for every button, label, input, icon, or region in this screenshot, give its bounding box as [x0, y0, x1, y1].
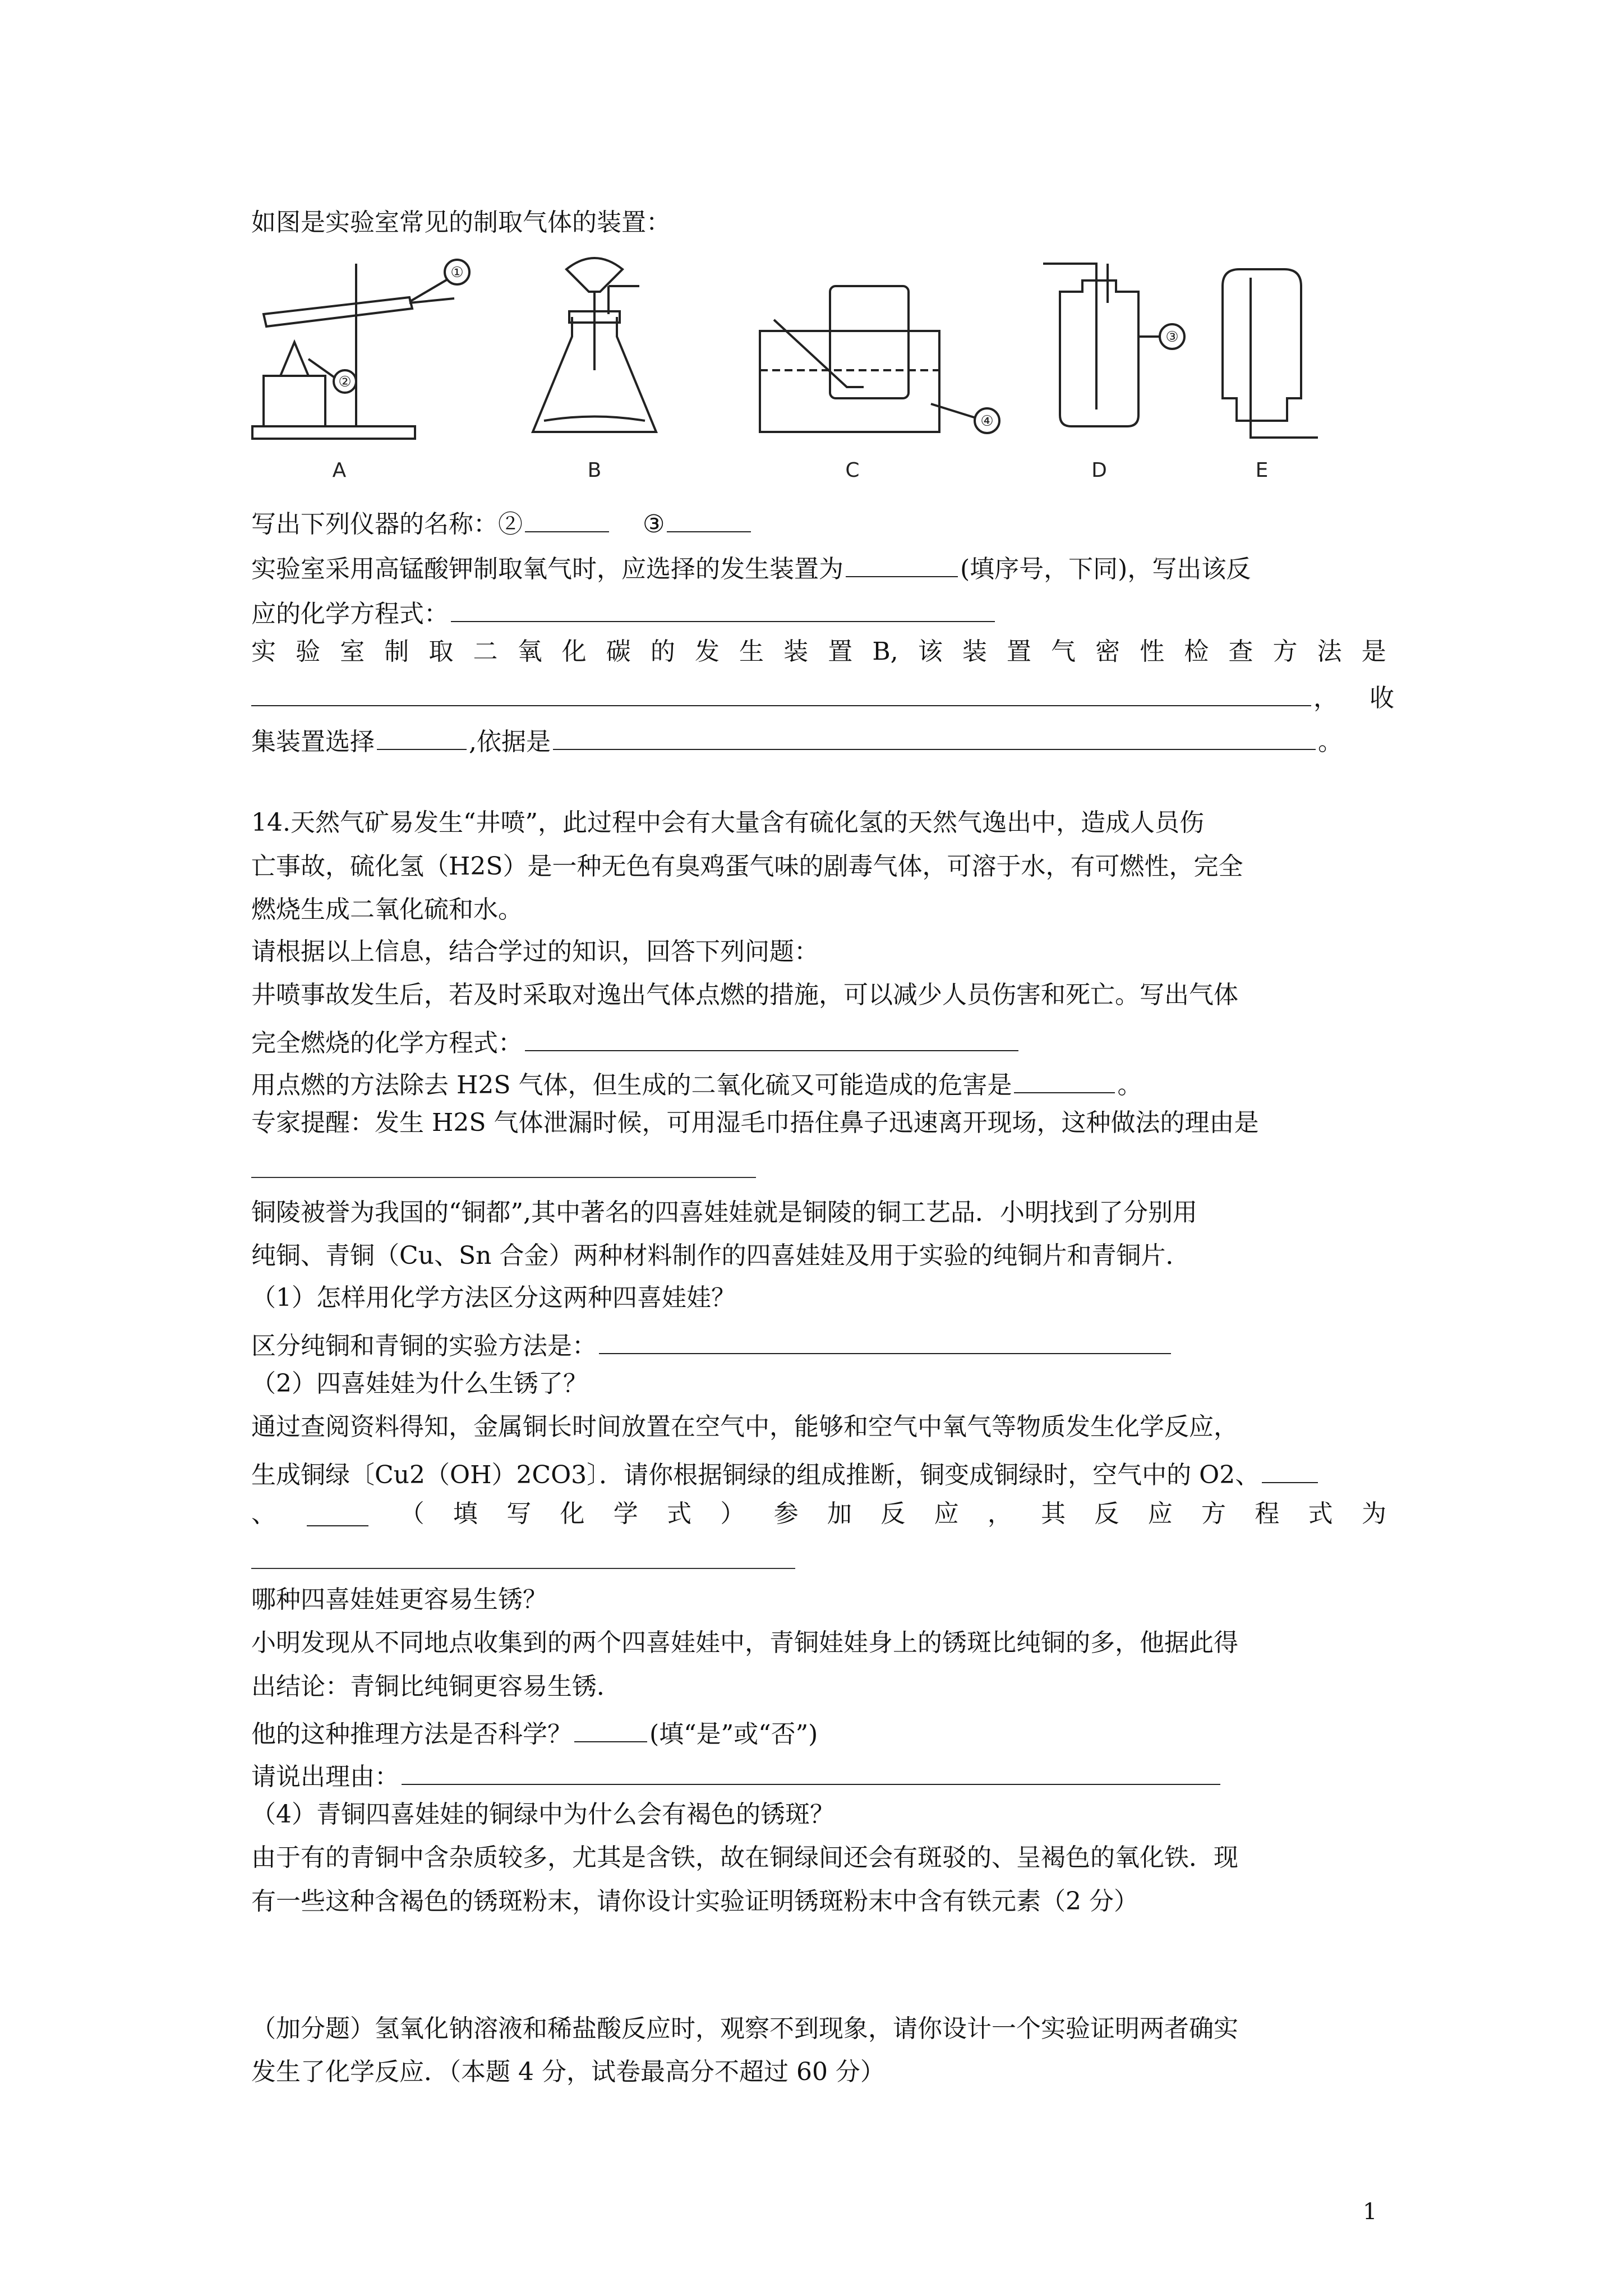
bonus-line-2: 发生了化学反应．（本题 4 分，试卷最高分不超过 60 分） — [251, 2058, 885, 2086]
q13-line-5: ， 收 — [251, 682, 1390, 711]
label-a: A — [332, 459, 347, 482]
answer-blank[interactable] — [251, 682, 1311, 706]
apparatus-diagram — [241, 252, 1335, 488]
answer-blank[interactable] — [402, 1760, 1220, 1785]
q14-line-8: 专家提醒：发生 H2S 气体泄漏时候，可用湿毛巾捂住鼻子迅速离开现场，这种做法的理由是 — [251, 1108, 1259, 1137]
q15-line-1: 铜陵被誉为我国的“铜都”,其中著名的四喜娃娃就是铜陵的铜工艺品．小明找到了分别用 — [251, 1198, 1197, 1227]
label-b: B — [587, 459, 602, 482]
answer-blank[interactable] — [451, 597, 995, 622]
label-e: E — [1255, 459, 1269, 482]
bonus-line-1: （加分题）氢氧化钠溶液和稀盐酸反应时，观察不到现象，请你设计一个实验证明两者确实 — [251, 2014, 1238, 2043]
apparatus-figure — [241, 252, 1335, 488]
q15-line-13: 请说出理由： — [251, 1760, 1390, 1789]
q15-line-16: 有一些这种含褐色的锈斑粉末，请你设计实验证明锈斑粉末中含有铁元素（2 分） — [251, 1887, 1138, 1916]
q15-line-7: 生成铜绿〔Cu2（OH）2CO3〕．请你根据铜绿的组成推断，铜变成铜绿时，空气中的 O2、 — [251, 1458, 1390, 1488]
q15-line-2: 纯铜、青铜（Cu、Sn 合金）两种材料制作的四喜娃娃及用于实验的纯铜片和青铜片． — [251, 1241, 1191, 1270]
intro-text: 如图是实验室常见的制取气体的装置： — [251, 208, 671, 237]
q15-line-15: 由于有的青铜中含杂质较多，尤其是含铁，故在铜绿间还会有斑驳的、呈褐色的氧化铁．现 — [251, 1843, 1238, 1872]
marker-3: ③ — [1165, 329, 1179, 346]
marker-1: ① — [450, 264, 464, 281]
marker-4: ④ — [980, 413, 994, 430]
answer-blank[interactable] — [525, 1027, 1018, 1051]
q15-line-11: 出结论：青铜比纯铜更容易生锈． — [251, 1672, 621, 1701]
marker-2: ② — [338, 374, 352, 390]
q14-line-5: 井喷事故发生后，若及时采取对逸出气体点燃的措施，可以减少人员伤害和死亡。写出气体 — [251, 981, 1238, 1009]
answer-blank[interactable] — [574, 1718, 647, 1742]
q13-line-3: 应的化学方程式： — [251, 597, 1390, 627]
answer-blank[interactable] — [553, 725, 1316, 750]
q15-line-14: （4）青铜四喜娃娃的铜绿中为什么会有褐色的锈斑？ — [251, 1800, 834, 1829]
q14-line-3: 燃烧生成二氧化硫和水。 — [251, 895, 523, 924]
answer-blank[interactable] — [525, 508, 609, 532]
q15-line-3: （1）怎样用化学方法区分这两种四喜娃娃？ — [251, 1283, 736, 1312]
q13-line-1: 写出下列仪器的名称：② ③ — [251, 508, 1390, 537]
answer-blank[interactable] — [667, 508, 751, 532]
answer-blank[interactable] — [1014, 1069, 1115, 1093]
answer-blank[interactable] — [846, 553, 958, 577]
q15-line-12: 他的这种推理方法是否科学？ (填“是”或“否”) — [251, 1718, 1390, 1747]
q13-line-2: 实验室采用高锰酸钾制取氧气时，应选择的发生装置为 (填序号，下同)，写出该反 — [251, 553, 1390, 582]
answer-blank[interactable] — [1262, 1458, 1318, 1483]
q14-line-4: 请根据以上信息，结合学过的知识，回答下列问题： — [251, 937, 819, 966]
label-d: D — [1091, 459, 1107, 482]
answer-blank[interactable] — [307, 1502, 368, 1526]
q14-line-1: 14.天然气矿易发生“井喷”，此过程中会有大量含有硫化氢的天然气逸出中，造成人员伤 — [251, 808, 1204, 837]
page-number: 1 — [1363, 2199, 1377, 2225]
q15-line-8: 、 （ 填 写 化 学 式 ） 参 加 反 应 ， 其 反 应 方 程 式 为 — [251, 1499, 1386, 1528]
q14-line-2: 亡事故，硫化氢（H2S）是一种无色有臭鸡蛋气味的剧毒气体，可溶于水，有可燃性，完全 — [251, 852, 1243, 881]
q15-line-4: 区分纯铜和青铜的实验方法是： — [251, 1329, 1390, 1359]
q15-line-10: 小明发现从不同地点收集到的两个四喜娃娃中，青铜娃娃身上的锈斑比纯铜的多，他据此得 — [251, 1628, 1238, 1657]
answer-line[interactable] — [251, 1177, 756, 1178]
q15-line-5: （2）四喜娃娃为什么生锈了？ — [251, 1369, 588, 1398]
q15-line-9: 哪种四喜娃娃更容易生锈？ — [251, 1585, 547, 1614]
q13-line-4: 实 验 室 制 取 二 氧 化 碳 的 发 生 装 置 B, 该 装 置 气 密 性 检 查 方 法 是 — [251, 637, 1386, 666]
apparatus-e — [1223, 269, 1318, 438]
q15-line-6: 通过查阅资料得知，金属铜长时间放置在空气中，能够和空气中氧气等物质发生化学反应， — [251, 1412, 1238, 1441]
apparatus-a — [252, 260, 469, 439]
label-c: C — [845, 459, 860, 482]
apparatus-b — [533, 258, 656, 432]
apparatus-d — [1043, 264, 1184, 426]
q14-line-7: 用点燃的方法除去 H2S 气体，但生成的二氧化硫又可能造成的危害是 。 — [251, 1069, 1390, 1098]
q13-line-6: 集装置选择 ,依据是 。 — [251, 725, 1390, 754]
q14-line-6: 完全燃烧的化学方程式： — [251, 1027, 1390, 1056]
answer-blank[interactable] — [599, 1329, 1171, 1354]
answer-line[interactable] — [251, 1568, 795, 1569]
answer-blank[interactable] — [377, 725, 467, 750]
apparatus-c — [760, 286, 999, 433]
